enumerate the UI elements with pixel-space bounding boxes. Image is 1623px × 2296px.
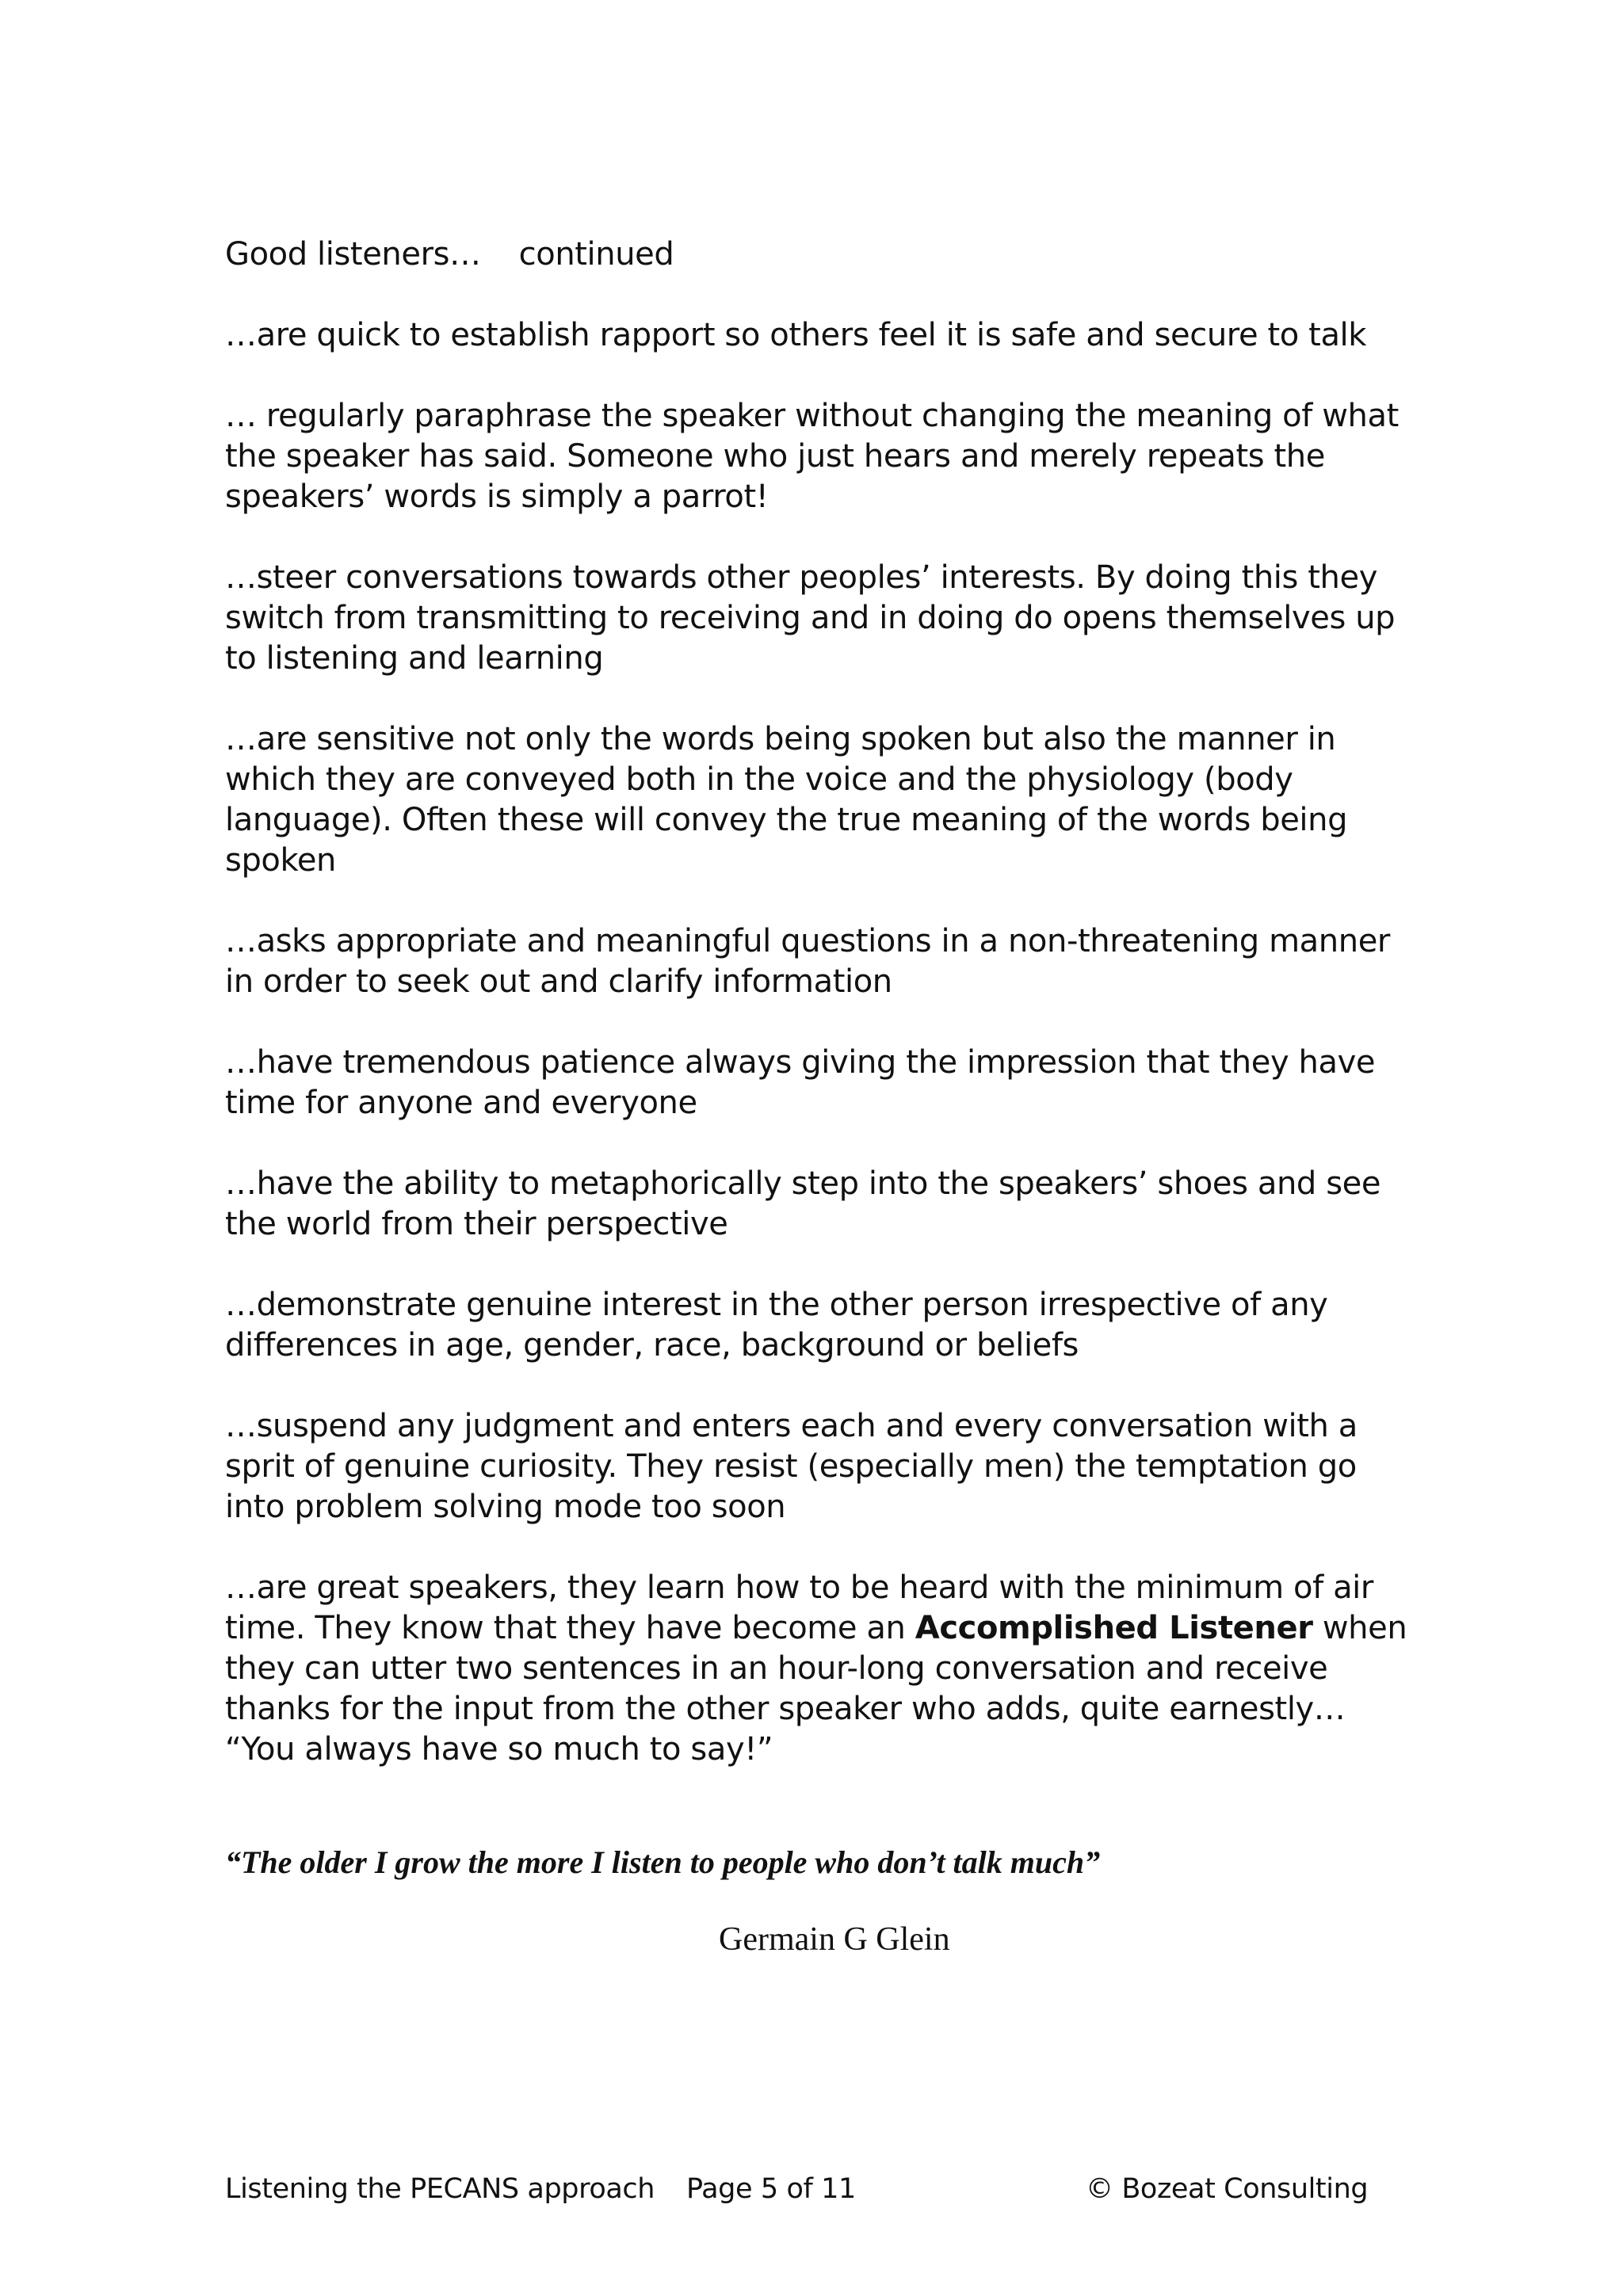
section-heading: [225, 235, 1414, 275]
paragraph-suspend-judgment: …suspend any judgment and enters each and every conversation with a sprit of genuine curiosity. They resist (especially men) the temptation go into problem solving mode too soon: [225, 1408, 1358, 1525]
paragraph-steer-conversations: …steer conversations towards other peoples’ interests. By doing this they switch from transmitting to receiving and in doing do opens themselves up to listening and learning: [225, 559, 1396, 677]
paragraph-great-speakers: [225, 1568, 1414, 1770]
quote-author: Germain G Glein: [719, 1921, 950, 1958]
footer-copyright: © Bozeat Consulting: [1086, 2173, 1369, 2205]
paragraph-rapport: …are quick to establish rapport so others feel it is safe and secure to talk: [225, 317, 1367, 353]
paragraph-paraphrase: … regularly paraphrase the speaker without changing the meaning of what the speaker has said. Someone who just hears and merely repeats the speakers’ words is simply a parrot!: [225, 398, 1399, 515]
paragraph-patience: …have tremendous patience always giving the impression that they have time for anyone and everyone: [225, 1044, 1376, 1121]
accomplished-listener-emphasis: Accomplished Listener: [915, 1610, 1313, 1646]
closing-quote: “The older I grow the more I listen to people who don’t talk much”: [225, 1844, 1101, 1880]
heading-title: Good listeners…: [225, 236, 481, 273]
body-text: [225, 235, 1414, 1810]
heading-suffix: continued: [518, 236, 674, 273]
footer-document-title: Listening the PECANS approach: [225, 2173, 655, 2205]
final-paragraph-start: …are great speakers, they learn how to be heard with the minimum of air time. They know that they have become an: [225, 1569, 1373, 1646]
paragraph-genuine-interest: …demonstrate genuine interest in the other person irrespective of any differences in age, gender, race, background or beliefs: [225, 1287, 1328, 1363]
paragraph-questions: …asks appropriate and meaningful questions in a non-threatening manner in order to seek out and clarify information: [225, 923, 1390, 1000]
paragraph-sensitive: …are sensitive not only the words being spoken but also the manner in which they are conveyed both in the voice and the physiology (body language). Often these will convey the true meaning of the words being spoken: [225, 721, 1348, 879]
paragraph-perspective: …have the ability to metaphorically step into the speakers’ shoes and see the world from their perspective: [225, 1165, 1381, 1242]
final-paragraph-end: when they can utter two sentences in an hour-long conversation and receive thanks for the input from the other speaker who adds, quite earnestly… “You always have so much to say!”: [225, 1610, 1407, 1768]
footer-page-number: Page 5 of 11: [686, 2173, 856, 2205]
